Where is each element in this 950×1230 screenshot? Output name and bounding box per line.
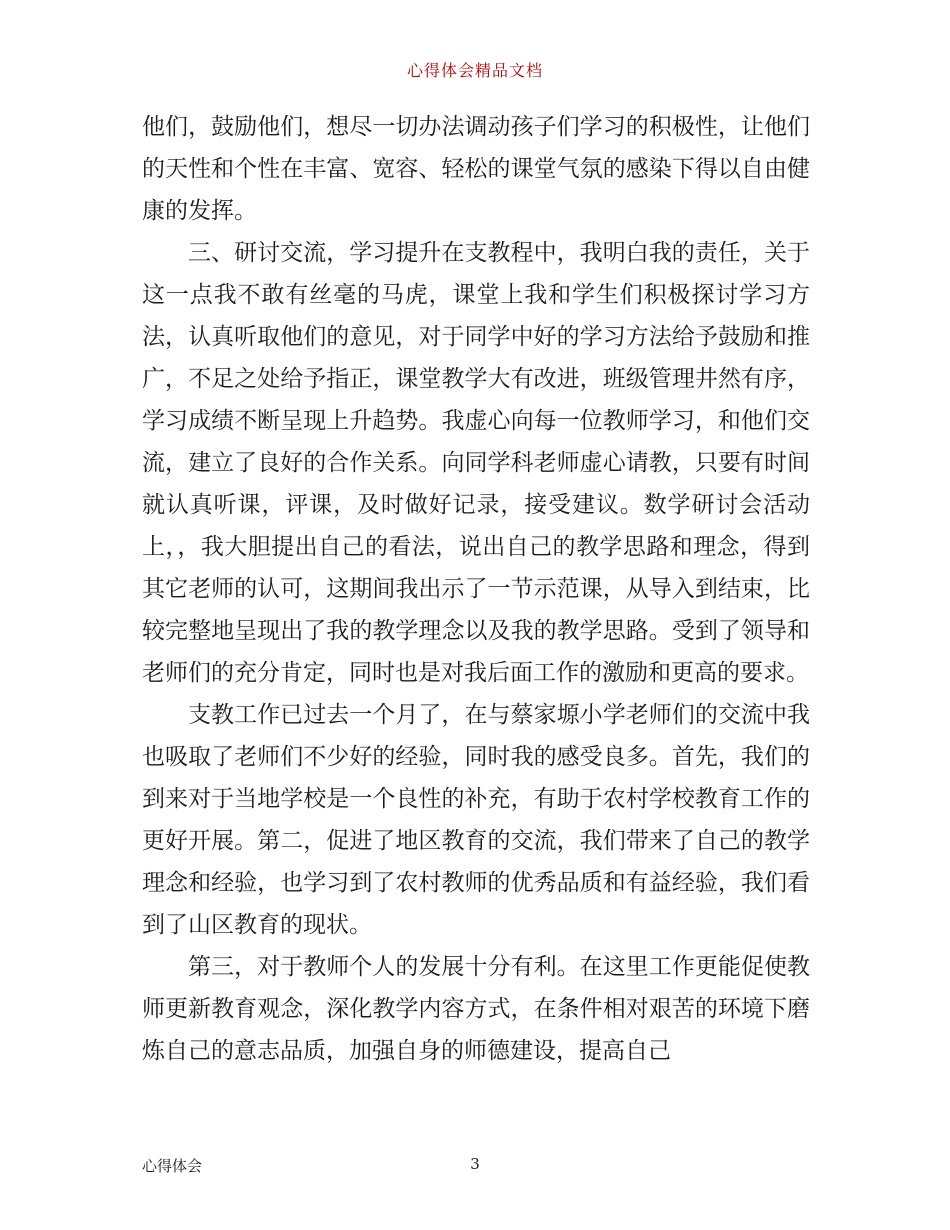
paragraph-4: 第三，对于教师个人的发展十分有利。在这里工作更能促使教师更新教育观念，深化教学内容方式，在条件相对艰苦的环境下磨炼自己的意志品质，加强自身的师德建设，提高自己 [142,954,810,1064]
page-header-title: 心得体会精品文档 [406,61,543,80]
paragraph-3: 支教工作已过去一个月了，在与蔡家塬小学老师们的交流中我也吸取了老师们不少好的经验，同时我的感受良多。首先，我们的到来对于当地学校是一个良性的补充，有助于农村学校教育工作的更好开展。第二，促进了地区教育的交流，我们带来了自己的教学理念和经验，也学习到了农村教师的优秀品质和有益经验，我们看到了山区教育的现状。 [142,702,810,938]
document-body [142,106,810,1072]
paragraph-2: 三、研讨交流，学习提升在支教程中，我明白我的责任，关于这一点我不敢有丝毫的马虎，课堂上我和学生们积极探讨学习方法，认真听取他们的意见，对于同学中好的学习方法给予鼓励和推广，不足之处给予指正，课堂教学大有改进，班级管理井然有序，学习成绩不断呈现上升趋势。我虚心向每一位教师学习，和他们交流，建立了良好的合作关系。向同学科老师虚心请教，只要有时间就认真听课，评课，及时做好记录，接受建议。数学研讨会活动上，，我大胆提出自己的看法，说出自己的教学思路和理念，得到其它老师的认可，这期间我出示了一节示范课，从导入到结束，比较完整地呈现出了我的教学理念以及我的教学思路。受到了领导和老师们的充分肯定，同时也是对我后面工作的激励和更高的要求。 [142,240,810,686]
page-number: 3 [470,1155,480,1173]
paragraph-1: 他们，鼓励他们，想尽一切办法调动孩子们学习的积极性，让他们的天性和个性在丰富、宽容、轻松的课堂气氛的感染下得以自由健康的发挥。 [142,114,810,224]
footer-label: 心得体会 [142,1157,203,1175]
